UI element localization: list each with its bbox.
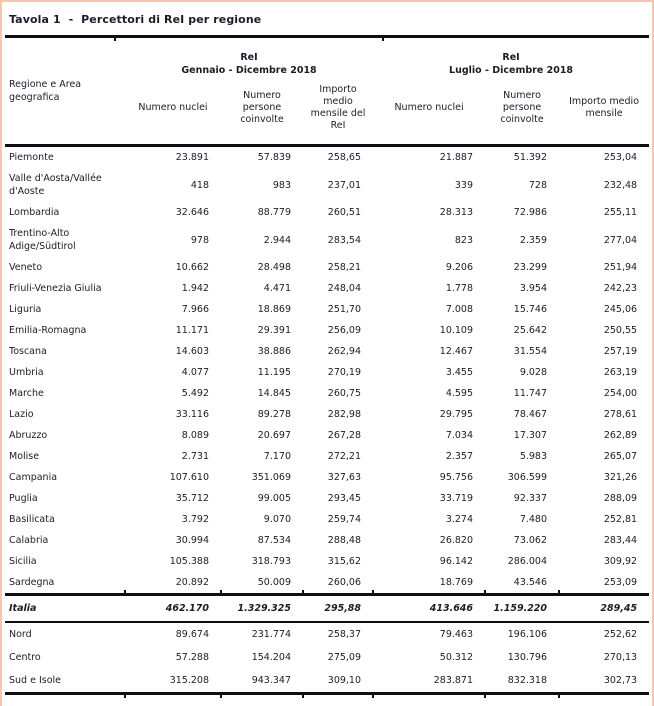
table-row-veneto [5, 257, 649, 278]
table-row-basilicata [5, 509, 649, 530]
value-cell: 978 [190, 234, 209, 246]
value-cell: 15.746 [513, 304, 548, 315]
value-cell: 57.288 [175, 652, 209, 663]
value-cell: 237,01 [327, 179, 362, 191]
value-cell: 12.467 [439, 346, 474, 357]
table-row-piemonte [5, 146, 649, 169]
region-label: Trentino-Alto Adige/Südtirol [9, 228, 76, 252]
value-cell: 309,10 [303, 669, 373, 694]
group-header-luglio-dicembre [373, 38, 649, 81]
value-cell: 251,94 [603, 262, 638, 273]
value-cell: 95.756 [439, 472, 474, 483]
value-cell: 832.318 [485, 669, 559, 694]
group-title-line2: Gennaio - Dicembre 2018 [181, 65, 317, 76]
region-label: Friuli-Venezia Giulia [9, 283, 102, 294]
value-cell: 256,09 [327, 325, 362, 336]
value-cell: 282,98 [327, 409, 362, 420]
value-cell: 50.312 [439, 652, 474, 663]
value-cell: 306.599 [507, 472, 548, 483]
value-cell: 943.347 [221, 669, 303, 694]
value-cell: 275,09 [327, 652, 362, 663]
value-cell: 309,92 [603, 556, 638, 567]
value-cell: 73.062 [513, 535, 548, 546]
value-cell: 265,07 [603, 451, 638, 462]
value-cell: 262,94 [327, 346, 362, 357]
value-cell: 242,23 [603, 283, 638, 294]
value-cell: 1.942 [181, 283, 209, 294]
value-cell: 87.534 [257, 535, 291, 546]
table-row-calabria [5, 530, 649, 551]
value-cell: 11.171 [175, 325, 209, 336]
region-label: Sud e Isole [5, 669, 125, 694]
table-row-campania [5, 467, 649, 488]
value-cell: 4.077 [181, 367, 209, 378]
region-label: Marche [9, 388, 44, 399]
table-row-valle-d-aosta-vall-e-d-aoste [5, 168, 649, 202]
value-cell: 983 [272, 179, 291, 191]
value-cell: 232,48 [603, 179, 638, 191]
title-rule [5, 35, 649, 38]
value-cell: 258,37 [327, 629, 362, 640]
region-label: Sicilia [9, 556, 37, 567]
value-cell: 11.195 [257, 367, 291, 378]
region-label: Liguria [9, 304, 42, 315]
table-row-italia [5, 595, 649, 623]
value-cell: 33.116 [175, 409, 209, 420]
value-cell: 418 [190, 179, 209, 191]
region-label: Valle d'Aosta/Vallée d'Aoste [9, 173, 102, 197]
value-cell: 260,06 [327, 577, 362, 588]
value-cell: 254,00 [603, 388, 638, 399]
value-cell: 89.278 [257, 409, 291, 420]
value-cell: 7.034 [445, 430, 474, 441]
value-cell: 253,04 [603, 152, 638, 163]
value-cell: 321,26 [603, 472, 638, 483]
value-cell: 17.307 [513, 430, 548, 441]
value-cell: 14.845 [257, 388, 291, 399]
value-cell: 7.170 [263, 451, 291, 462]
region-label: Nord [9, 629, 32, 640]
value-cell: 130.796 [507, 652, 548, 663]
value-cell: 10.662 [175, 262, 209, 273]
value-cell: 302,73 [559, 669, 649, 694]
value-cell: 315.208 [125, 669, 221, 694]
table-row-liguria [5, 299, 649, 320]
value-cell: 289,45 [559, 595, 649, 623]
value-cell: 43.546 [513, 577, 548, 588]
value-cell: 295,88 [303, 595, 373, 623]
value-cell: 196.106 [507, 629, 548, 640]
table-row-sicilia [5, 551, 649, 572]
value-cell: 8.089 [181, 430, 209, 441]
value-cell: 462.170 [125, 595, 221, 623]
value-cell: 286.004 [507, 556, 548, 567]
region-label: Campania [9, 472, 58, 483]
value-cell: 9.028 [519, 367, 548, 378]
value-cell: 270,19 [327, 367, 362, 378]
column-header-importo-medio-1: Importo medio mensile del ReI [310, 84, 366, 131]
value-cell: 263,19 [603, 367, 638, 378]
value-cell: 32.646 [175, 207, 209, 218]
value-cell: 413.646 [373, 595, 485, 623]
value-cell: 260,75 [327, 388, 362, 399]
table-header [5, 38, 649, 146]
table-row-centro [5, 646, 649, 669]
value-cell: 3.954 [519, 283, 548, 294]
table-row-marche [5, 383, 649, 404]
table-row-nord [5, 622, 649, 646]
value-cell: 283.871 [373, 669, 485, 694]
value-cell: 3.274 [445, 514, 474, 525]
region-label: Abruzzo [9, 430, 48, 441]
region-label: Veneto [9, 262, 43, 273]
value-cell: 20.697 [257, 430, 291, 441]
value-cell: 33.719 [439, 493, 474, 504]
value-cell: 78.467 [513, 409, 548, 420]
group-header-gennaio-dicembre [125, 38, 373, 81]
value-cell: 79.463 [439, 629, 474, 640]
value-cell: 258,21 [327, 262, 362, 273]
value-cell: 99.005 [257, 493, 291, 504]
value-cell: 92.337 [513, 493, 548, 504]
group-title-line1: ReI [240, 52, 258, 63]
value-cell: 260,51 [327, 207, 362, 218]
value-cell: 315,62 [327, 556, 362, 567]
value-cell: 278,61 [603, 409, 638, 420]
value-cell: 823 [454, 234, 474, 246]
value-cell: 38.886 [257, 346, 291, 357]
value-cell: 283,44 [603, 535, 638, 546]
value-cell: 96.142 [439, 556, 474, 567]
value-cell: 270,13 [603, 652, 638, 663]
region-label: Centro [9, 652, 41, 663]
group-header-row [5, 38, 649, 81]
value-cell: 107.610 [169, 472, 209, 483]
column-header-persone-coinvolte-2: Numero persone coinvolte [500, 90, 544, 125]
value-cell: 252,62 [603, 629, 638, 640]
value-cell: 4.471 [263, 283, 291, 294]
value-cell: 272,21 [327, 451, 362, 462]
region-label: Calabria [9, 535, 49, 546]
value-cell: 2.731 [181, 451, 209, 462]
value-cell: 14.603 [175, 346, 209, 357]
value-cell: 21.887 [439, 152, 474, 163]
table-row-emilia-romagna [5, 320, 649, 341]
value-cell: 57.839 [257, 152, 291, 163]
region-label: Sardegna [9, 577, 55, 588]
value-cell: 728 [528, 179, 548, 191]
group-title-line1: ReI [502, 52, 520, 63]
value-cell: 262,89 [603, 430, 638, 441]
region-label: Lazio [9, 409, 34, 420]
table-row-trentino-alto-adige-s-dtirol [5, 223, 649, 257]
value-cell: 7.480 [519, 514, 548, 525]
value-cell: 1.329.325 [221, 595, 303, 623]
value-cell: 11.747 [513, 388, 548, 399]
value-cell: 29.391 [257, 325, 291, 336]
data-table [5, 38, 649, 695]
value-cell: 318.793 [251, 556, 291, 567]
value-cell: 9.070 [263, 514, 291, 525]
value-cell: 2.359 [519, 234, 548, 246]
rule-tick [114, 38, 116, 41]
table-row-puglia [5, 488, 649, 509]
value-cell: 9.206 [445, 262, 474, 273]
column-header-numero-nuclei-2: Numero nuclei [394, 102, 464, 113]
value-cell: 154.204 [251, 652, 291, 663]
region-label: Puglia [9, 493, 38, 504]
value-cell: 105.388 [169, 556, 209, 567]
region-label: Emilia-Romagna [9, 325, 87, 336]
table-row-sardegna [5, 572, 649, 595]
value-cell: 245,06 [603, 304, 638, 315]
value-cell: 72.986 [513, 207, 548, 218]
value-cell: 28.313 [439, 207, 474, 218]
row-header-text: Regione e Area geografica [9, 79, 82, 103]
value-cell: 251,70 [327, 304, 362, 315]
value-cell: 258,65 [327, 152, 362, 163]
value-cell: 3.792 [181, 514, 209, 525]
value-cell: 50.009 [257, 577, 291, 588]
value-cell: 248,04 [327, 283, 362, 294]
table-title: Tavola 1 - Percettori di ReI per regione [9, 13, 262, 26]
value-cell: 23.891 [175, 152, 209, 163]
value-cell: 2.357 [445, 451, 474, 462]
value-cell: 4.595 [445, 388, 474, 399]
value-cell: 255,11 [603, 207, 638, 218]
value-cell: 30.994 [175, 535, 209, 546]
value-cell: 259,74 [327, 514, 362, 525]
value-cell: 1.778 [445, 283, 474, 294]
region-label: Lombardia [9, 207, 60, 218]
table-row-molise [5, 446, 649, 467]
value-cell: 1.159.220 [485, 595, 559, 623]
value-cell: 351.069 [251, 472, 291, 483]
table-row-sud-e-isole [5, 669, 649, 694]
value-cell: 267,28 [327, 430, 362, 441]
value-cell: 18.869 [257, 304, 291, 315]
column-header-importo-medio-2: Importo medio mensile [569, 96, 640, 119]
value-cell: 339 [454, 179, 474, 191]
value-cell: 35.712 [175, 493, 209, 504]
table-row-lazio [5, 404, 649, 425]
value-cell: 10.109 [439, 325, 474, 336]
value-cell: 18.769 [439, 577, 474, 588]
region-label: Italia [5, 595, 125, 623]
value-cell: 29.795 [439, 409, 474, 420]
region-label: Toscana [9, 346, 47, 357]
region-label: Umbria [9, 367, 44, 378]
value-cell: 3.455 [445, 367, 474, 378]
value-cell: 20.892 [175, 577, 209, 588]
value-cell: 250,55 [603, 325, 638, 336]
value-cell: 51.392 [513, 152, 548, 163]
value-cell: 25.642 [513, 325, 548, 336]
value-cell: 288,48 [327, 535, 362, 546]
region-label: Basilicata [9, 514, 55, 525]
column-header-persone-coinvolte-1: Numero persone coinvolte [240, 90, 284, 125]
value-cell: 327,63 [327, 472, 362, 483]
group-title-line2: Luglio - Dicembre 2018 [449, 65, 574, 76]
value-cell: 252,81 [603, 514, 638, 525]
value-cell: 253,09 [603, 577, 638, 588]
table-row-umbria [5, 362, 649, 383]
value-cell: 288,09 [603, 493, 638, 504]
row-header-label [5, 38, 125, 146]
value-cell: 28.498 [257, 262, 291, 273]
region-label: Piemonte [9, 152, 54, 163]
table-row-friuli-venezia-giulia [5, 278, 649, 299]
value-cell: 7.008 [445, 304, 474, 315]
value-cell: 293,45 [327, 493, 362, 504]
value-cell: 23.299 [513, 262, 548, 273]
value-cell: 26.820 [439, 535, 474, 546]
value-cell: 231.774 [251, 629, 291, 640]
value-cell: 89.674 [175, 629, 209, 640]
value-cell: 5.983 [519, 451, 548, 462]
table-row-abruzzo [5, 425, 649, 446]
value-cell: 283,54 [327, 234, 362, 246]
value-cell: 2.944 [263, 234, 291, 246]
value-cell: 257,19 [603, 346, 638, 357]
rule-tick [382, 38, 384, 41]
table-row-lombardia [5, 202, 649, 223]
value-cell: 31.554 [513, 346, 548, 357]
value-cell: 88.779 [257, 207, 291, 218]
value-cell: 7.966 [181, 304, 209, 315]
table-row-toscana [5, 341, 649, 362]
column-header-numero-nuclei-1: Numero nuclei [138, 102, 208, 113]
value-cell: 277,04 [603, 234, 638, 246]
region-label: Molise [9, 451, 40, 462]
table-body [5, 146, 649, 694]
value-cell: 5.492 [181, 388, 209, 399]
